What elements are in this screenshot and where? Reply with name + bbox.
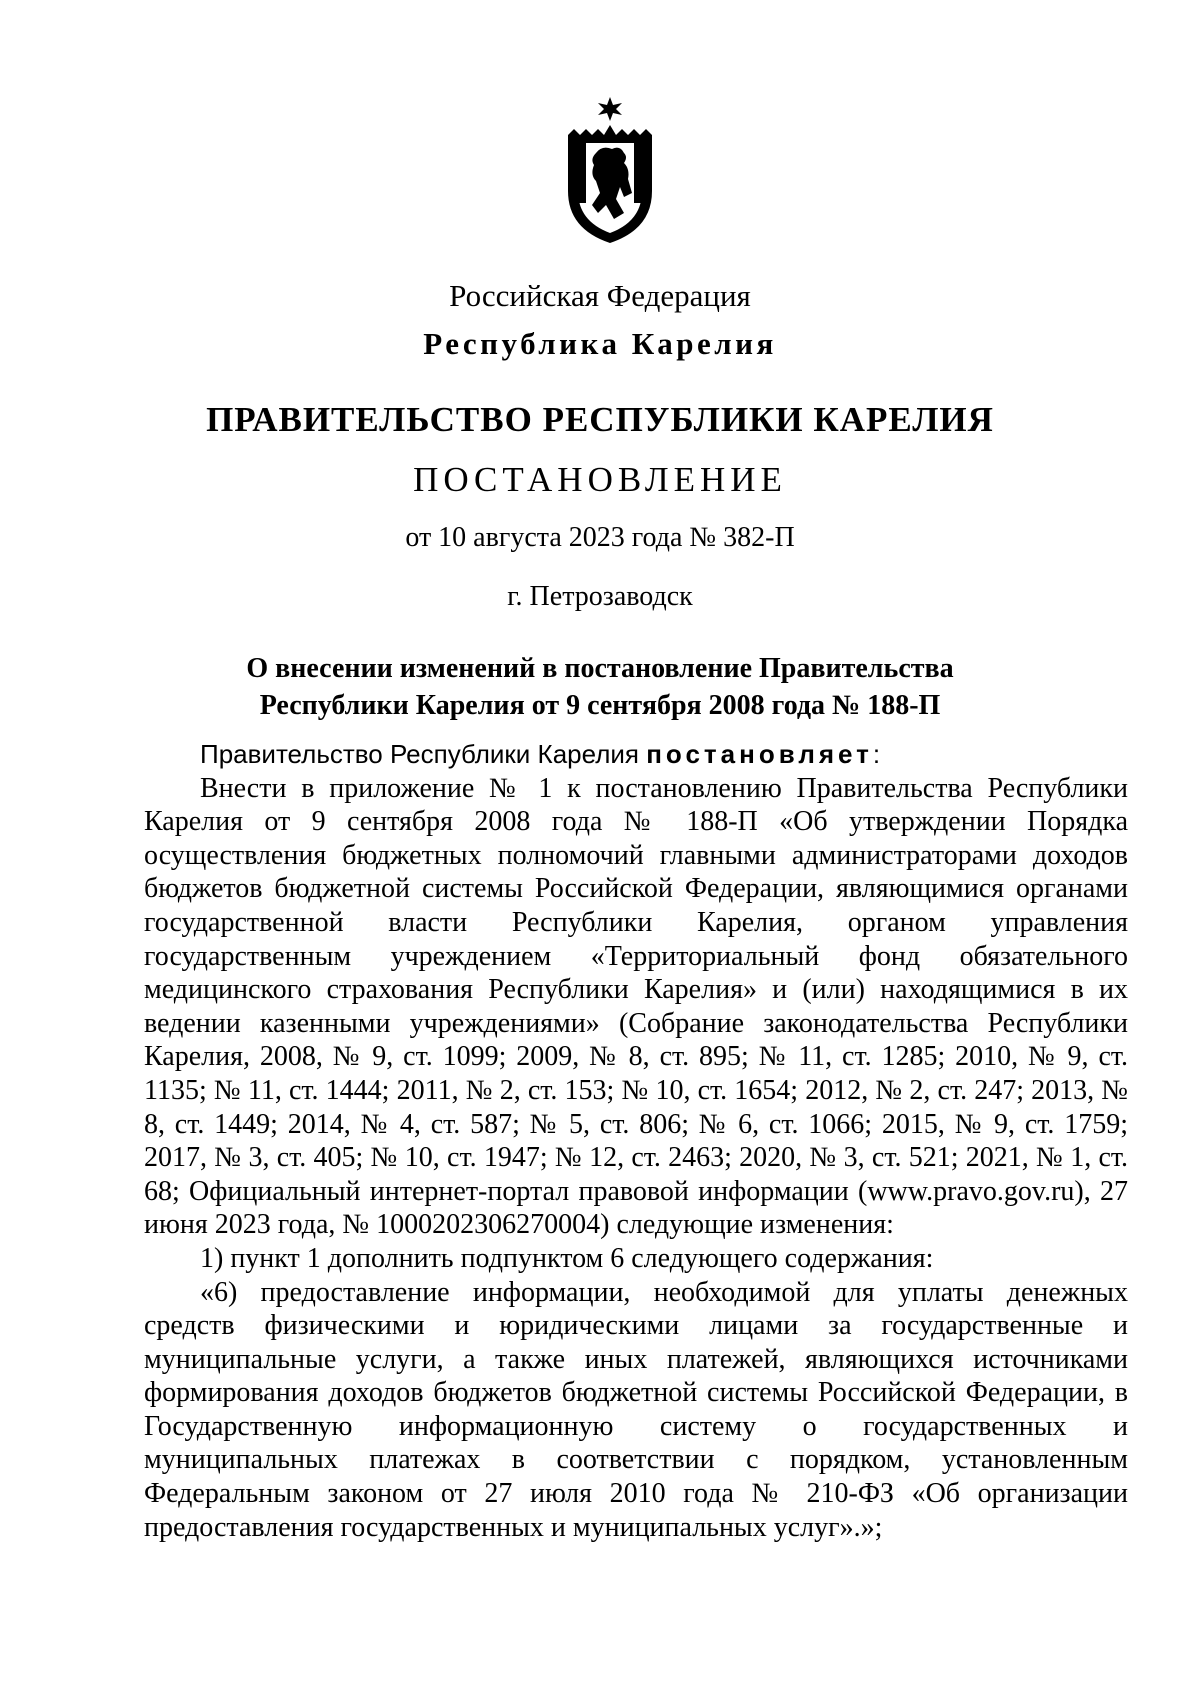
decree-subject — [0, 650, 1200, 724]
body-paragraph: 1) пункт 1 дополнить подпунктом 6 следующего содержания: — [200, 1242, 934, 1274]
preamble — [144, 738, 1128, 772]
government-title: ПРАВИТЕЛЬСТВО РЕСПУБЛИКИ КАРЕЛИЯ — [206, 400, 994, 439]
decree-city: г. Петрозаводск — [507, 581, 693, 612]
preamble-keyword: постановляет — [646, 739, 873, 769]
country-name: Российская Федерация — [449, 278, 751, 313]
body-paragraph: «6) предоставление информации, необходимой для уплаты денежных средств физическими и юридическими лицами за государственные и муниципальные услуги, а также иных платежей, являющихся источниками формирования доходов бюджетов бюджетной системы Российской Федерации, в Государственную информационную систему о государственных и муниципальных платежах в соответствии с порядком, установленным Федеральным законом от 27 июля 2010 года № 210-ФЗ «Об организации предоставления государственных и муниципальных услуг».»; — [144, 1276, 1128, 1543]
body-paragraph: Внести в приложение № 1 к постановлению Правительства Республики Карелия от 9 сентября 2008 года № 188-П «Об утверждении Порядка осуществления бюджетных полномочий главными администраторами доходов бюджетов бюджетной системы Российской Федерации, являющимися органами государственной власти Республики Карелия, органом управления государственным учреждением «Территориальный фонд обязательного медицинского страхования Республики Карелия» и (или) находящимися в их ведении казенными учреждениями» (Собрание законодательства Республики Карелия, 2008, № 9, ст. 1099; 2009, № 8, ст. 895; № 11, ст. 1285; 2010, № 9, ст. 1135; № 11, ст. 1444; 2011, № 2, ст. 153; № 10, ст. 1654; 2012, № 2, ст. 247; 2013, № 8, ст. 1449; 2014, № 4, ст. 587; № 5, ст. 806; № 6, ст. 1066; 2015, № 9, ст. 1759; 2017, № 3, ст. 405; № 10, ст. 1947; № 12, ст. 2463; 2020, № 3, ст. 521; 2021, № 1, ст. 68; Официальный интернет-портал правовой информации (www.pravo.gov.ru), 27 июня 2023 года, № 1000202306270004) следующие изменения: — [144, 772, 1128, 1241]
preamble-text: Правительство Республики Карелия — [200, 739, 647, 769]
decree-body — [144, 738, 1128, 1544]
subject-line: О внесении изменений в постановление Правительства — [246, 653, 954, 684]
preamble-colon: : — [872, 739, 881, 769]
decree-type: ПОСТАНОВЛЕНИЕ — [413, 460, 787, 499]
republic-name: Республика Карелия — [423, 326, 777, 361]
decree-date-number: от 10 августа 2023 года № 382-П — [405, 522, 795, 553]
subject-line: Республики Карелия от 9 сентября 2008 года № 188-П — [259, 690, 941, 721]
karelia-coat-of-arms-icon — [562, 95, 658, 245]
